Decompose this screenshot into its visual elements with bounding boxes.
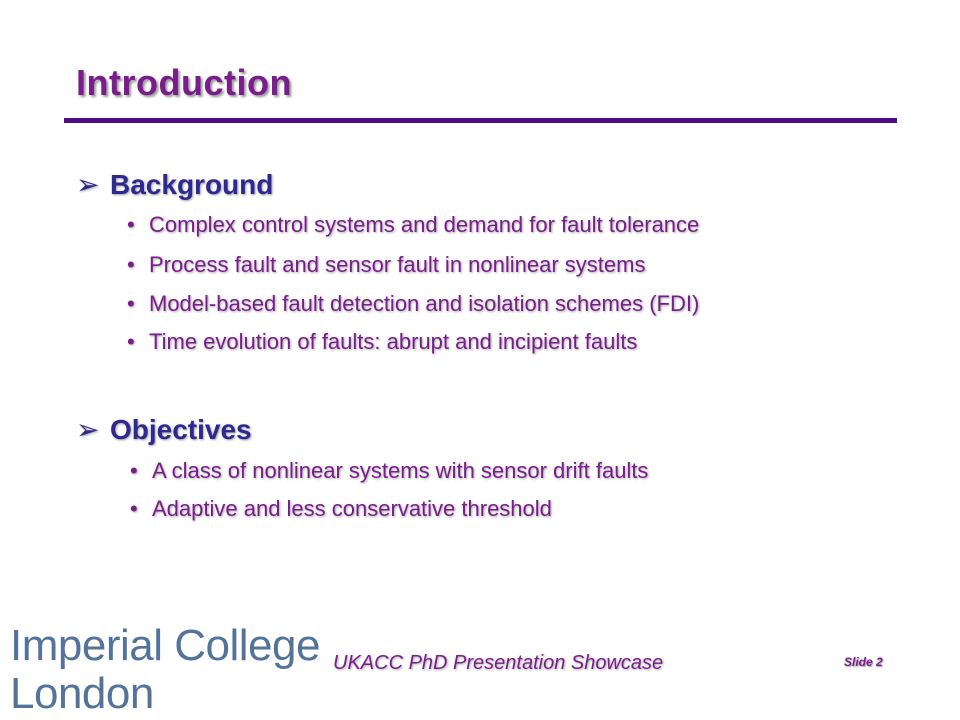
arrow-bullet-icon: ➢ <box>76 169 100 200</box>
logo-line-1: Imperial College <box>10 621 320 670</box>
bullet-text: Process fault and sensor fault in nonlinear systems <box>149 252 646 277</box>
list-item <box>130 496 552 522</box>
slide-title: Introduction <box>76 62 292 103</box>
bullet-text: A class of nonlinear systems with sensor drift faults <box>152 458 649 483</box>
list-item <box>127 252 645 278</box>
bullet-dot-icon: • <box>127 212 135 237</box>
footer-event-name: UKACC PhD Presentation Showcase <box>333 652 664 674</box>
bullet-dot-icon: • <box>127 329 135 354</box>
bullet-text: Model-based fault detection and isolation schemes (FDI) <box>149 291 700 316</box>
bullet-text: Time evolution of faults: abrupt and incipient faults <box>149 329 638 354</box>
list-item <box>127 329 637 355</box>
section-heading-label: Background <box>110 169 274 200</box>
bullet-dot-icon: • <box>130 458 138 483</box>
list-item <box>127 212 699 238</box>
section-heading-background <box>76 168 273 201</box>
list-item <box>127 291 699 317</box>
list-item <box>130 458 648 484</box>
title-underline <box>64 118 897 123</box>
imperial-college-logo <box>10 621 320 718</box>
section-heading-objectives <box>76 413 252 446</box>
arrow-bullet-icon: ➢ <box>76 414 100 445</box>
slide-number: Slide 2 <box>844 655 883 669</box>
bullet-text: Adaptive and less conservative threshold <box>152 496 552 521</box>
bullet-dot-icon: • <box>127 252 135 277</box>
bullet-dot-icon: • <box>127 291 135 316</box>
section-heading-label: Objectives <box>110 414 252 445</box>
logo-line-2: London <box>10 669 154 718</box>
bullet-text: Complex control systems and demand for fault tolerance <box>149 212 700 237</box>
bullet-dot-icon: • <box>130 496 138 521</box>
